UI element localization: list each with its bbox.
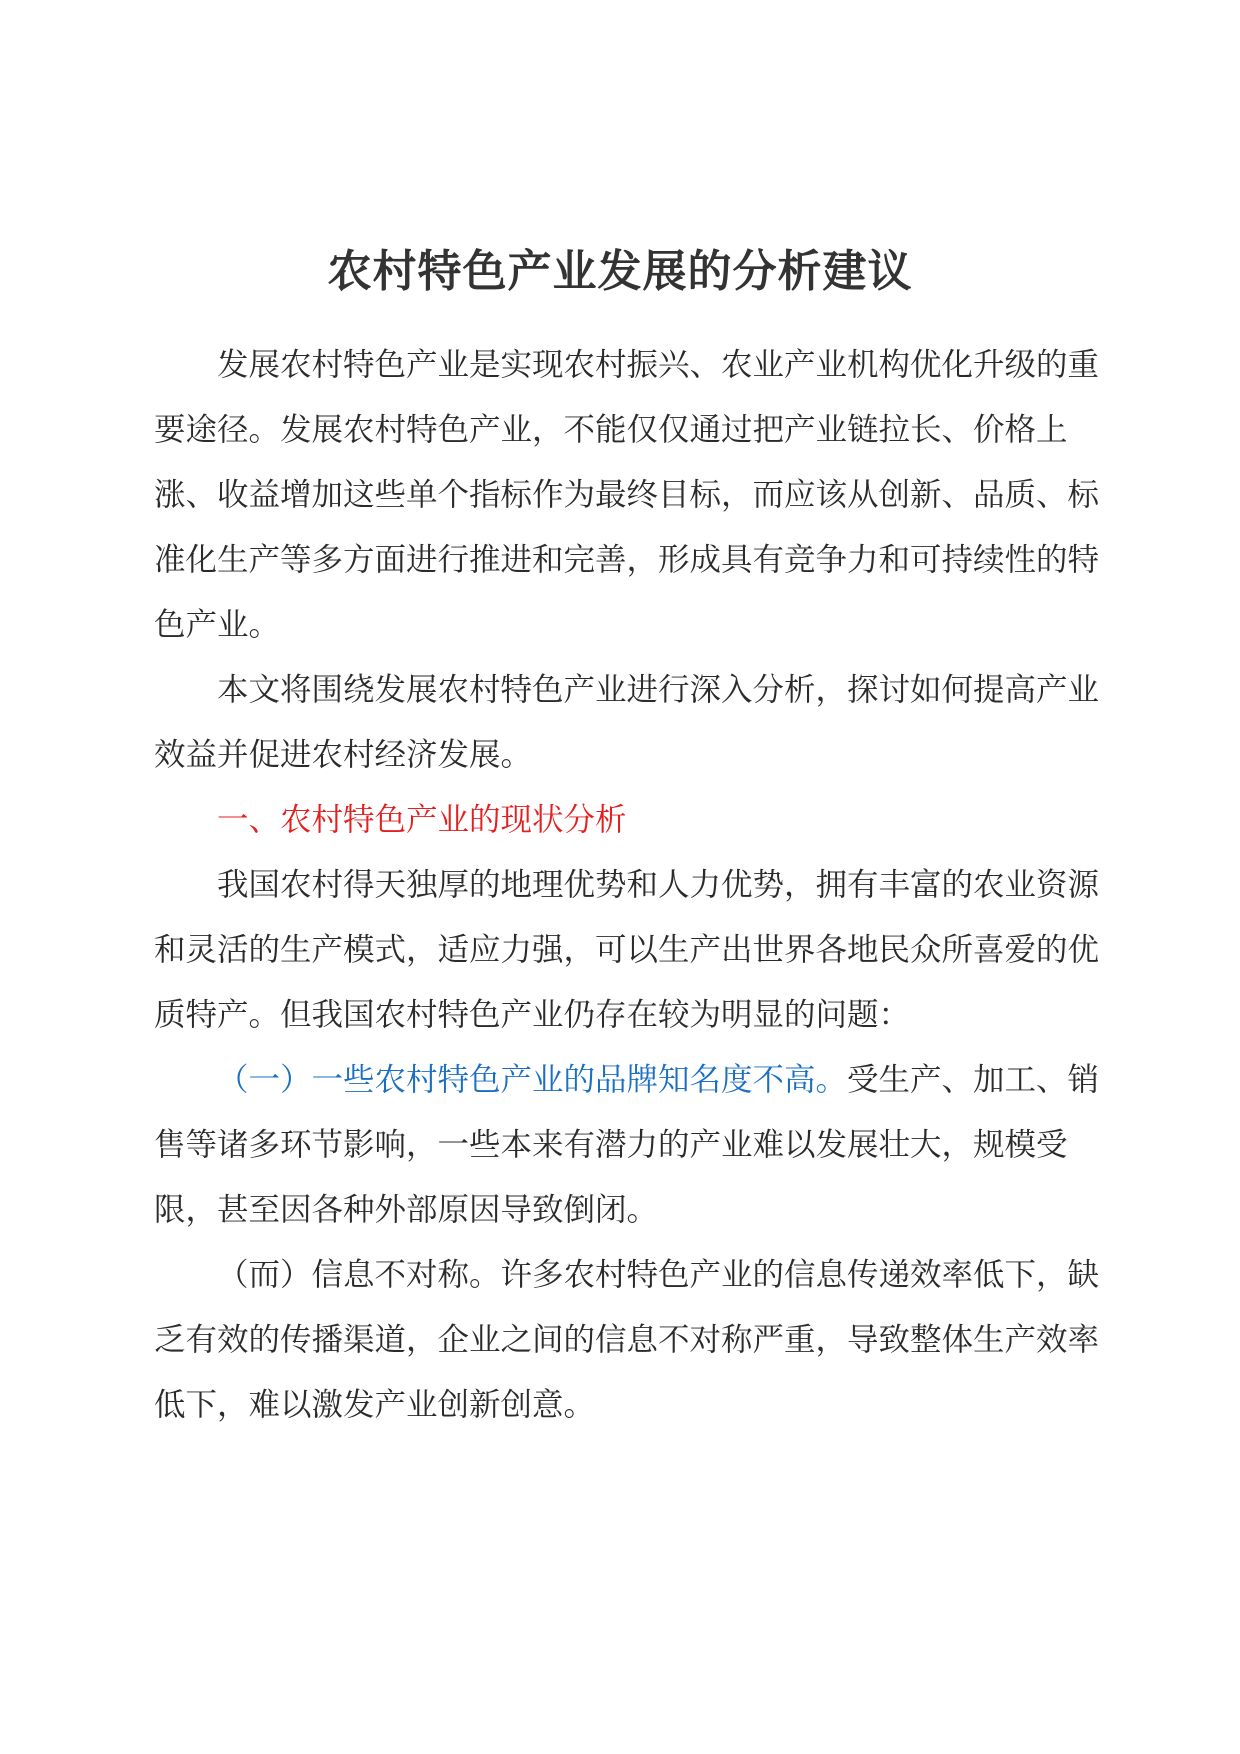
intro-paragraph-1: 发展农村特色产业是实现农村振兴、农业产业机构优化升级的重要途径。发展农村特色产业，不能仅仅通过把产业链拉长、价格上涨、收益增加这些单个指标作为最终目标，而应该从创新、品质、标准化生产等多方面进行推进和完善，形成具有竞争力和可持续性的特色产业。 [154, 347, 1100, 643]
item-1-text: 受生产、加工、销售等诸多环节影响，一些本来有潜力的产业难以发展壮大，规模受限，甚至因各种外部原因导致倒闭。 [154, 1062, 1100, 1228]
document-title: 农村特色产业发展的分析建议 [327, 246, 913, 297]
intro-paragraph-2: 本文将围绕发展农村特色产业进行深入分析，探讨如何提高产业效益并促进农村经济发展。 [154, 672, 1100, 773]
section-1-paragraph: 我国农村得天独厚的地理优势和人力优势，拥有丰富的农业资源和灵活的生产模式，适应力强，可以生产出世界各地民众所喜爱的优质特产。但我国农村特色产业仍存在较为明显的问题： [154, 867, 1100, 1033]
item-2-paragraph: （而）信息不对称。许多农村特色产业的信息传递效率低下，缺乏有效的传播渠道，企业之间的信息不对称严重，导致整体生产效率低下，难以激发产业创新创意。 [154, 1257, 1100, 1423]
item-1-heading: （一）一些农村特色产业的品牌知名度不高。 [217, 1062, 848, 1098]
item-1-paragraph [154, 1048, 1114, 1243]
document-body [154, 333, 1114, 1438]
section-heading-1: 一、农村特色产业的现状分析 [217, 802, 627, 838]
